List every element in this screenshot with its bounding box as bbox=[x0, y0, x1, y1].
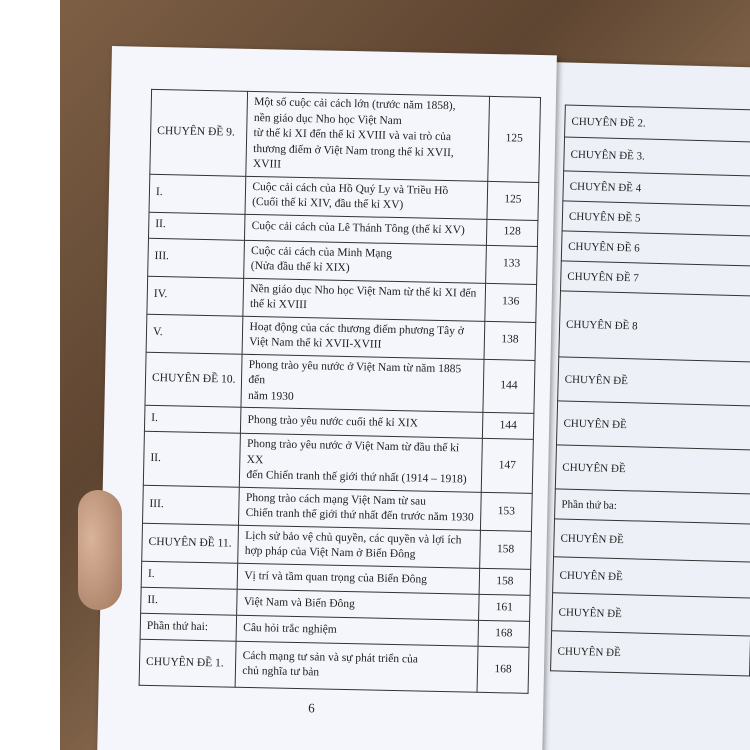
toc-title-line: (Cuối thế kỉ XIV, đầu thế kỉ XV) bbox=[252, 196, 404, 212]
right-toc-label: CHUYÊN ĐỀ bbox=[558, 357, 750, 406]
toc-title bbox=[239, 487, 481, 530]
toc-title-line: (Nửa đầu thế kỉ XIX) bbox=[250, 260, 350, 275]
right-toc-label: CHUYÊN ĐỀ 3. bbox=[564, 137, 750, 176]
toc-section-label: Phần thứ hai: bbox=[140, 613, 237, 641]
toc-title-line: thế kỉ XVIII bbox=[249, 298, 307, 312]
toc-title-line: Câu hỏi trắc nghiệm bbox=[243, 621, 337, 636]
right-toc-label: Phần thứ ba: bbox=[555, 489, 750, 524]
right-toc-label: CHUYÊN ĐỀ bbox=[552, 593, 750, 636]
toc-page-number: 168 bbox=[477, 646, 529, 693]
toc-title-line: Cách mạng tư sản và sự phát triển của bbox=[242, 649, 419, 666]
right-toc-label: CHUYÊN ĐỀ 8 bbox=[559, 291, 750, 362]
right-toc-label: CHUYÊN ĐỀ bbox=[553, 557, 750, 598]
toc-title bbox=[244, 240, 486, 283]
toc-title-line: Chiến tranh thế giới thứ nhất đến trước năm 1930 bbox=[245, 507, 474, 524]
right-toc-row bbox=[555, 445, 750, 494]
right-toc-label: CHUYÊN ĐỀ bbox=[554, 519, 750, 562]
toc-section-label: I. bbox=[144, 406, 241, 434]
toc-title-line: Việt Nam thế kỉ XVII-XVIII bbox=[249, 336, 382, 351]
right-toc-row bbox=[554, 519, 750, 562]
toc-section-label: III. bbox=[148, 238, 245, 278]
toc-title bbox=[242, 316, 484, 359]
toc-title-line: hợp pháp của Việt Nam ở Biển Đông bbox=[244, 545, 416, 561]
page-number: 6 bbox=[308, 700, 315, 716]
toc-page-number: 128 bbox=[486, 219, 538, 246]
toc-title-line: đến Chiến tranh thế giới thứ nhất (1914 – 1918) bbox=[246, 469, 467, 486]
toc-section-label: II. bbox=[141, 587, 238, 615]
right-toc-label: CHUYÊN ĐỀ bbox=[551, 631, 750, 676]
toc-row bbox=[143, 432, 533, 494]
toc-section-label: CHUYÊN ĐỀ 1. bbox=[139, 639, 236, 687]
toc-title-line: nền giáo dục Nho học Việt Nam bbox=[253, 111, 402, 127]
right-toc-label: CHUYÊN ĐỀ 7 bbox=[561, 261, 750, 296]
toc-page-number: 138 bbox=[484, 321, 536, 360]
toc-page-number: 168 bbox=[478, 620, 530, 647]
toc-table bbox=[139, 89, 541, 694]
toc-page-number: 147 bbox=[481, 439, 533, 494]
toc-page-number: 125 bbox=[487, 181, 539, 220]
toc-page-number: 125 bbox=[488, 96, 541, 182]
right-toc-row bbox=[551, 631, 750, 676]
right-toc-table bbox=[550, 104, 750, 676]
right-toc-row bbox=[564, 137, 750, 176]
toc-page-number: 133 bbox=[486, 245, 538, 284]
toc-row bbox=[139, 639, 529, 693]
right-toc-row bbox=[565, 105, 750, 142]
toc-page-number: 136 bbox=[485, 283, 537, 322]
toc-section-label: CHUYÊN ĐỀ 11. bbox=[142, 523, 239, 563]
toc-title bbox=[241, 354, 484, 413]
toc-page-number: 161 bbox=[479, 594, 531, 621]
toc-row bbox=[145, 352, 535, 414]
toc-title-line: chủ nghĩa tư bản bbox=[242, 665, 320, 679]
right-toc-row bbox=[553, 557, 750, 598]
toc-title-line: năm 1930 bbox=[247, 389, 294, 403]
photo-background bbox=[60, 0, 750, 750]
toc-title bbox=[235, 641, 478, 692]
right-toc-row bbox=[558, 357, 750, 406]
toc-title bbox=[246, 91, 489, 181]
toc-section-label: IV. bbox=[147, 276, 244, 316]
toc-section-label: II. bbox=[148, 212, 245, 240]
right-toc-label: CHUYÊN ĐỀ bbox=[555, 445, 750, 494]
toc-row bbox=[150, 89, 541, 182]
toc-title bbox=[238, 525, 480, 568]
toc-section-label: I. bbox=[141, 561, 238, 589]
toc-title bbox=[245, 176, 487, 219]
toc-title-line: Phong trào yêu nước ở Việt Nam từ đầu thế kỉ XX bbox=[246, 438, 460, 467]
toc-title-line: Một số cuộc cải cách lớn (trước năm 1858), bbox=[254, 95, 456, 113]
toc-title-line: Cuộc cải cách của Minh Mạng bbox=[250, 244, 393, 260]
toc-section-label: II. bbox=[143, 432, 240, 488]
toc-title-line: Nền giáo dục Nho học Việt Nam từ thế kỉ XI đến bbox=[250, 282, 477, 300]
toc-title bbox=[240, 434, 483, 493]
toc-section-label: V. bbox=[146, 314, 243, 354]
toc-page-number: 158 bbox=[480, 530, 532, 569]
right-toc-row bbox=[559, 291, 750, 362]
toc-title-line: Phong trào yêu nước ở Việt Nam từ năm 1885 đến bbox=[248, 358, 462, 387]
toc-title-line: thương điếm ở Việt Nam trong thế kỉ XVII, XVIII bbox=[252, 142, 454, 171]
right-toc-label: CHUYÊN ĐỀ 4 bbox=[563, 171, 750, 206]
toc-section-label: CHUYÊN ĐỀ 10. bbox=[145, 352, 242, 408]
toc-title-line: Cuộc cải cách của Hồ Quý Ly và Triều Hồ bbox=[252, 180, 449, 197]
right-page bbox=[530, 62, 750, 750]
toc-page-number: 158 bbox=[479, 568, 531, 595]
thumb bbox=[78, 490, 122, 610]
toc-section-label: I. bbox=[149, 174, 246, 214]
toc-title-line: Vị trí và tầm quan trọng của Biển Đông bbox=[244, 569, 428, 586]
right-toc-row bbox=[552, 593, 750, 636]
right-toc-row bbox=[556, 401, 750, 450]
toc-page-number: 153 bbox=[480, 492, 532, 531]
toc-title-line: Cuộc cải cách của Lê Thánh Tông (thế kỉ XV) bbox=[251, 220, 465, 237]
left-page bbox=[97, 46, 557, 750]
toc-title-line: từ thế kỉ XI đến thế kỉ XVIII và vai trò của bbox=[253, 127, 452, 144]
toc-title-line: Hoạt động của các thương điếm phương Tây ở bbox=[249, 320, 465, 338]
toc-section-label: CHUYÊN ĐỀ 9. bbox=[150, 89, 248, 176]
toc-title-line: Việt Nam và Biển Đông bbox=[243, 595, 355, 610]
toc-title-line: Phong trào cách mạng Việt Nam từ sau bbox=[245, 491, 427, 508]
toc-section-label: III. bbox=[143, 485, 240, 525]
toc-title bbox=[243, 278, 485, 321]
toc-title-line: Lịch sử bảo vệ chủ quyền, các quyền và lợi ích bbox=[245, 529, 462, 547]
toc-title-line: Phong trào yêu nước cuối thế kỉ XIX bbox=[247, 413, 419, 430]
right-toc-label: CHUYÊN ĐỀ 5 bbox=[562, 201, 750, 236]
right-toc-label: CHUYÊN ĐỀ 2. bbox=[565, 105, 750, 142]
toc-page-number: 144 bbox=[482, 413, 534, 440]
right-toc-label: CHUYÊN ĐỀ bbox=[556, 401, 750, 450]
right-toc-label: CHUYÊN ĐỀ 6 bbox=[561, 231, 750, 266]
toc-page-number: 144 bbox=[483, 359, 535, 414]
